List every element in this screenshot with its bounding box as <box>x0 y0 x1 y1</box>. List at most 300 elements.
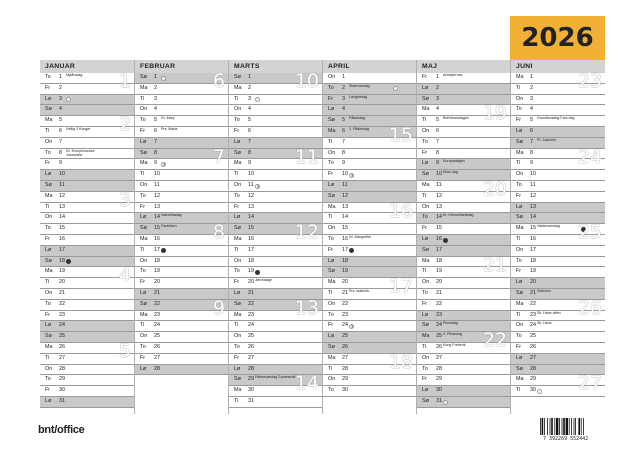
day-number: 3 <box>59 95 62 102</box>
weekday-label: To <box>45 149 51 156</box>
moon-phase-icon <box>537 389 542 394</box>
month-column-januar <box>40 60 134 414</box>
weekday-label: To <box>140 268 146 275</box>
weekday-label: Ti <box>140 246 145 253</box>
weekday-label: On <box>328 149 336 156</box>
weekday-label: Lø <box>328 106 335 113</box>
barcode-bar <box>562 418 563 435</box>
weekday-label: On <box>234 257 242 264</box>
weekday-label: Lø <box>422 236 429 242</box>
weekday-label: Fr <box>234 203 240 210</box>
day-number: 19 <box>59 268 65 275</box>
barcode-bar <box>542 418 544 435</box>
week-number: 11 <box>294 145 319 168</box>
day-row <box>417 203 510 214</box>
day-number: 5 <box>530 117 533 124</box>
moon-phase-icon <box>161 76 166 81</box>
day-row <box>229 116 322 127</box>
day-row <box>417 365 510 376</box>
barcode-bar <box>547 418 548 435</box>
day-row <box>417 354 510 365</box>
weekday-label: To <box>422 138 428 145</box>
weekday-label: On <box>328 376 336 383</box>
day-number: 28 <box>59 365 65 372</box>
weekday-label: Sø <box>45 257 52 264</box>
weekday-label: Sø <box>516 138 523 145</box>
day-number: 1 <box>248 74 251 80</box>
day-row <box>323 235 416 246</box>
day-number: 16 <box>248 236 254 242</box>
week-number: 5 <box>118 340 131 362</box>
weekday-label: Lø <box>422 311 429 318</box>
weekday-label: Sø <box>328 117 335 124</box>
weekday-label: Lø <box>140 138 147 145</box>
day-number: 7 <box>342 138 345 145</box>
day-number: 12 <box>59 192 65 199</box>
day-number: 25 <box>342 333 348 340</box>
weekday-label: To <box>328 236 334 242</box>
weekday-label: Lø <box>45 171 52 178</box>
day-row <box>40 235 134 246</box>
day-number: 1 <box>154 74 157 80</box>
day-row <box>417 159 510 170</box>
day-number: 18 <box>530 257 536 264</box>
day-row <box>417 138 510 149</box>
day-number: 4 <box>436 106 439 113</box>
day-number: 30 <box>248 387 254 394</box>
weekday-label: On <box>234 106 242 113</box>
weekday-label: On <box>45 214 53 221</box>
weekday-label: Ma <box>422 106 430 113</box>
weekday-label: Lø <box>422 160 429 167</box>
day-number: 15 <box>154 225 160 232</box>
day-row <box>511 170 605 181</box>
day-row <box>417 149 510 160</box>
day-number: 24 <box>436 322 442 329</box>
day-number: 12 <box>530 192 536 199</box>
day-row <box>323 181 416 192</box>
weekday-label: Fr <box>328 246 334 253</box>
day-row <box>323 311 416 322</box>
day-number: 6 <box>530 128 533 134</box>
weekday-label: On <box>328 74 336 80</box>
weekday-label: Ti <box>234 171 239 178</box>
week-number: 13 <box>294 296 319 319</box>
barcode-number: 7 392269 552442 <box>543 436 589 442</box>
weekday-label: Sø <box>234 149 241 156</box>
day-row <box>323 159 416 170</box>
day-row <box>229 95 322 106</box>
day-row <box>229 354 322 365</box>
weekday-label: Ma <box>328 354 336 361</box>
week-number: 10 <box>294 70 319 92</box>
day-row <box>323 375 416 386</box>
day-number: 4 <box>248 106 251 113</box>
day-event: Pinsedag <box>443 321 458 326</box>
brand-logo: bnt/office <box>38 424 85 436</box>
day-row <box>135 321 228 332</box>
day-event: Langfredag <box>349 94 368 99</box>
day-number: 19 <box>248 268 254 275</box>
day-row <box>40 311 134 322</box>
day-row <box>323 386 416 397</box>
weekday-label: Sø <box>516 214 523 221</box>
day-row <box>417 300 510 311</box>
day-event: Nytårsdag <box>66 73 83 77</box>
barcode-bar <box>550 418 551 435</box>
weekday-label: Sø <box>234 376 241 383</box>
week-number: 2 <box>118 113 131 136</box>
weekday-label: Ma <box>516 225 524 232</box>
weekday-label: Lø <box>140 214 147 221</box>
weekday-label: Lø <box>422 387 429 394</box>
weekday-label: Ma <box>140 160 148 167</box>
week-number: 23 <box>577 70 602 92</box>
day-number: 24 <box>248 322 254 329</box>
day-number: 4 <box>154 106 157 113</box>
day-number: 10 <box>436 171 442 178</box>
week-number: 14 <box>294 372 319 395</box>
day-number: 22 <box>342 300 348 307</box>
weekday-label: Ma <box>516 149 524 156</box>
day-number: 2 <box>436 84 439 91</box>
day-event: Dr. Margrethe <box>349 235 371 239</box>
day-row <box>323 332 416 343</box>
day-number: 28 <box>248 365 254 372</box>
weekday-label: To <box>234 268 240 275</box>
day-row <box>229 257 322 268</box>
moon-phase-icon <box>161 248 166 253</box>
weekday-label: Fr <box>140 203 146 210</box>
weekday-label: To <box>328 387 334 394</box>
weekday-label: Ti <box>140 171 145 178</box>
weekday-label: Fr <box>422 376 428 383</box>
barcode-bar <box>559 418 560 435</box>
day-number: 27 <box>342 354 348 361</box>
weekday-label: Lø <box>328 257 335 264</box>
weekday-label: To <box>140 192 146 199</box>
moon-phase-icon <box>349 324 354 329</box>
day-number: 12 <box>154 192 160 199</box>
day-row <box>135 116 228 127</box>
weekday-label: Lø <box>234 290 241 296</box>
moon-phase-icon <box>161 162 166 167</box>
weekday-label: To <box>422 214 428 221</box>
day-number: 21 <box>342 290 348 296</box>
weekday-label: Ma <box>422 257 430 264</box>
barcode-bar <box>569 418 570 435</box>
day-row <box>511 246 605 257</box>
weekday-label: Lø <box>516 279 523 286</box>
day-number: 7 <box>436 138 439 145</box>
day-number: 2 <box>530 84 533 91</box>
weekday-label: To <box>422 290 428 296</box>
day-number: 23 <box>530 311 536 318</box>
weekday-label: On <box>328 225 336 232</box>
weekday-label: Ti <box>328 138 333 145</box>
day-event: Kr. Himmelfartsdag <box>443 213 474 218</box>
weekday-label: On <box>140 333 148 340</box>
day-row <box>229 332 322 343</box>
weekday-label: To <box>45 225 51 232</box>
day-number: 10 <box>342 171 348 178</box>
day-number: 14 <box>154 214 160 221</box>
day-row <box>511 181 605 192</box>
day-number: 9 <box>154 160 157 167</box>
day-number: 21 <box>530 290 536 296</box>
weekday-label: On <box>422 128 430 134</box>
day-number: 11 <box>248 182 254 188</box>
weekday-label: Fr <box>516 117 522 124</box>
day-number: 18 <box>59 257 65 264</box>
day-number: 21 <box>248 290 254 296</box>
day-number: 25 <box>436 333 442 340</box>
barcode-bar <box>563 418 565 435</box>
weekday-label: Ma <box>45 268 53 275</box>
day-row <box>511 267 605 278</box>
day-row <box>417 375 510 386</box>
barcode-bar <box>554 418 555 435</box>
day-event: Jævndøgn <box>255 278 272 283</box>
weekday-label: On <box>234 182 242 188</box>
weekday-label: On <box>516 95 524 102</box>
weekday-label: Lø <box>45 246 52 253</box>
day-number: 11 <box>59 182 65 188</box>
weekday-label: Ti <box>328 214 333 221</box>
weekday-label: Fr <box>45 236 51 242</box>
month-column-maj <box>416 60 510 414</box>
weekday-label: On <box>422 203 430 210</box>
day-number: 6 <box>342 128 345 134</box>
day-number: 7 <box>154 138 157 145</box>
weekday-label: Ma <box>45 117 53 124</box>
weekday-label: On <box>45 365 53 372</box>
day-number: 9 <box>436 160 439 167</box>
weekday-label: Ma <box>328 279 336 286</box>
weekday-label: Ma <box>516 300 524 307</box>
day-number: 24 <box>342 322 348 329</box>
day-row <box>511 278 605 289</box>
day-number: 17 <box>154 246 160 253</box>
day-number: 14 <box>59 214 65 221</box>
day-row <box>135 105 228 116</box>
barcode-bar <box>581 418 582 435</box>
day-number: 10 <box>530 171 536 178</box>
weekday-label: Ti <box>516 160 521 167</box>
month-header: JUNI <box>511 60 605 73</box>
barcode-bar <box>575 418 576 435</box>
day-number: 23 <box>436 311 442 318</box>
weekday-label: Lø <box>45 322 52 329</box>
weekday-label: Ti <box>422 268 427 275</box>
week-number: 24 <box>577 145 602 168</box>
moon-phase-icon <box>393 86 398 91</box>
weekday-label: Sø <box>45 333 52 340</box>
day-number: 25 <box>248 333 254 340</box>
day-number: 25 <box>530 333 536 340</box>
weekday-label: On <box>140 257 148 264</box>
day-number: 21 <box>436 290 442 296</box>
day-number: 5 <box>436 117 439 124</box>
weekday-label: Fr <box>140 128 146 134</box>
day-event: Mors dag <box>443 170 458 175</box>
day-row <box>229 170 322 181</box>
day-number: 5 <box>154 117 157 124</box>
day-row <box>323 84 416 95</box>
day-number: 26 <box>59 344 65 350</box>
day-number: 22 <box>59 300 65 307</box>
day-number: 1 <box>436 74 439 80</box>
day-number: 13 <box>59 203 65 210</box>
day-row <box>135 278 228 289</box>
day-event: Sk. Hans aften <box>537 310 561 315</box>
day-event: Prs. Isabella <box>349 289 369 293</box>
day-row <box>135 354 228 365</box>
weekday-label: To <box>140 117 146 124</box>
day-number: 9 <box>59 160 62 167</box>
day-number: 3 <box>248 95 251 102</box>
weekday-label: Sø <box>234 225 241 232</box>
weekday-label: Ti <box>422 192 427 199</box>
day-number: 17 <box>436 246 442 253</box>
weekday-label: Fr <box>45 84 51 91</box>
day-number: 22 <box>154 300 160 307</box>
weekday-label: Fr <box>45 387 51 394</box>
day-number: 24 <box>59 322 65 329</box>
day-event: Påskedag <box>349 116 365 121</box>
weekday-label: Fr <box>234 128 240 134</box>
day-number: 5 <box>59 117 62 124</box>
barcode-bar <box>583 418 584 435</box>
weekday-label: Ti <box>45 279 50 286</box>
weekday-label: Fr <box>234 279 240 286</box>
day-number: 2 <box>59 84 62 91</box>
day-row <box>40 213 134 224</box>
day-number: 25 <box>154 333 160 340</box>
weekday-label: Fr <box>516 344 522 350</box>
day-number: 3 <box>436 95 439 102</box>
day-row <box>135 257 228 268</box>
day-number: 13 <box>436 203 442 210</box>
day-row <box>40 224 134 235</box>
weekday-label: Ti <box>234 322 239 329</box>
weekday-label: Lø <box>45 398 52 404</box>
day-number: 5 <box>342 117 345 124</box>
day-number: 16 <box>436 236 442 242</box>
day-number: 15 <box>436 225 442 232</box>
day-number: 9 <box>342 160 345 167</box>
weekday-label: To <box>516 257 522 264</box>
day-row <box>417 278 510 289</box>
weekday-label: Ti <box>140 95 145 102</box>
week-number: 27 <box>577 372 602 395</box>
year-label: 2026 <box>521 23 594 53</box>
day-event: Befrielsesdagen <box>443 116 469 121</box>
day-row <box>417 311 510 322</box>
day-row <box>40 138 134 149</box>
day-row <box>417 397 510 408</box>
moon-phase-icon <box>66 259 71 264</box>
week-number: 9 <box>212 296 225 319</box>
day-number: 24 <box>530 322 536 329</box>
day-number: 18 <box>436 257 442 264</box>
weekday-label: Fr <box>140 279 146 286</box>
weekday-label: Sø <box>328 268 335 275</box>
week-number: 6 <box>212 70 225 92</box>
day-number: 14 <box>248 214 254 221</box>
day-number: 17 <box>248 246 254 253</box>
week-number: 26 <box>577 296 602 319</box>
day-event: Valentinsdag <box>161 213 182 218</box>
weekday-label: On <box>140 106 148 113</box>
day-number: 8 <box>436 149 439 156</box>
weekday-label: Sø <box>140 74 147 80</box>
weekday-label: Lø <box>45 95 52 102</box>
day-row <box>229 246 322 257</box>
weekday-label: Ma <box>234 311 242 318</box>
weekday-label: Sø <box>140 300 147 307</box>
weekday-label: To <box>234 117 240 124</box>
weekday-label: Ma <box>422 182 430 188</box>
day-number: 6 <box>436 128 439 134</box>
month-header: APRIL <box>323 60 416 73</box>
weekday-label: Fr <box>516 268 522 275</box>
day-row <box>229 397 322 408</box>
day-event: Europadagen <box>443 159 465 164</box>
day-row <box>229 343 322 354</box>
weekday-label: Sø <box>422 95 429 102</box>
weekday-label: Sø <box>234 300 241 307</box>
day-number: 1 <box>530 74 533 80</box>
day-number: 27 <box>436 354 442 361</box>
day-row <box>511 116 605 127</box>
day-number: 8 <box>530 149 533 156</box>
weekday-label: Fr <box>422 300 428 307</box>
weekday-label: To <box>328 84 334 91</box>
day-number: 19 <box>342 268 348 275</box>
day-number: 19 <box>154 268 160 275</box>
day-row <box>417 84 510 95</box>
day-row <box>511 192 605 203</box>
day-number: 28 <box>436 365 442 372</box>
day-number: 7 <box>530 138 533 145</box>
moon-phase-icon <box>443 400 448 405</box>
day-number: 4 <box>342 106 345 113</box>
weekday-label: On <box>45 138 53 145</box>
weekday-label: On <box>422 279 430 286</box>
weekday-label: Ti <box>422 344 427 350</box>
day-number: 7 <box>248 138 251 145</box>
weekday-label: Ma <box>328 128 336 134</box>
weekday-label: Ma <box>140 311 148 318</box>
day-number: 12 <box>342 192 348 199</box>
day-number: 16 <box>342 236 348 242</box>
day-row <box>229 267 322 278</box>
day-row <box>40 321 134 332</box>
weekday-label: Sø <box>422 322 429 329</box>
week-number: 22 <box>482 329 507 352</box>
day-event: Sk. Hans <box>537 321 552 326</box>
day-number: 7 <box>59 138 62 145</box>
day-number: 26 <box>248 344 254 350</box>
weekday-label: Ti <box>516 84 521 91</box>
day-number: 15 <box>530 225 536 232</box>
day-number: 8 <box>154 149 157 156</box>
barcode-bar <box>578 418 580 435</box>
week-number: 12 <box>294 221 319 244</box>
day-number: 11 <box>342 182 348 188</box>
weekday-label: Fr <box>516 192 522 199</box>
